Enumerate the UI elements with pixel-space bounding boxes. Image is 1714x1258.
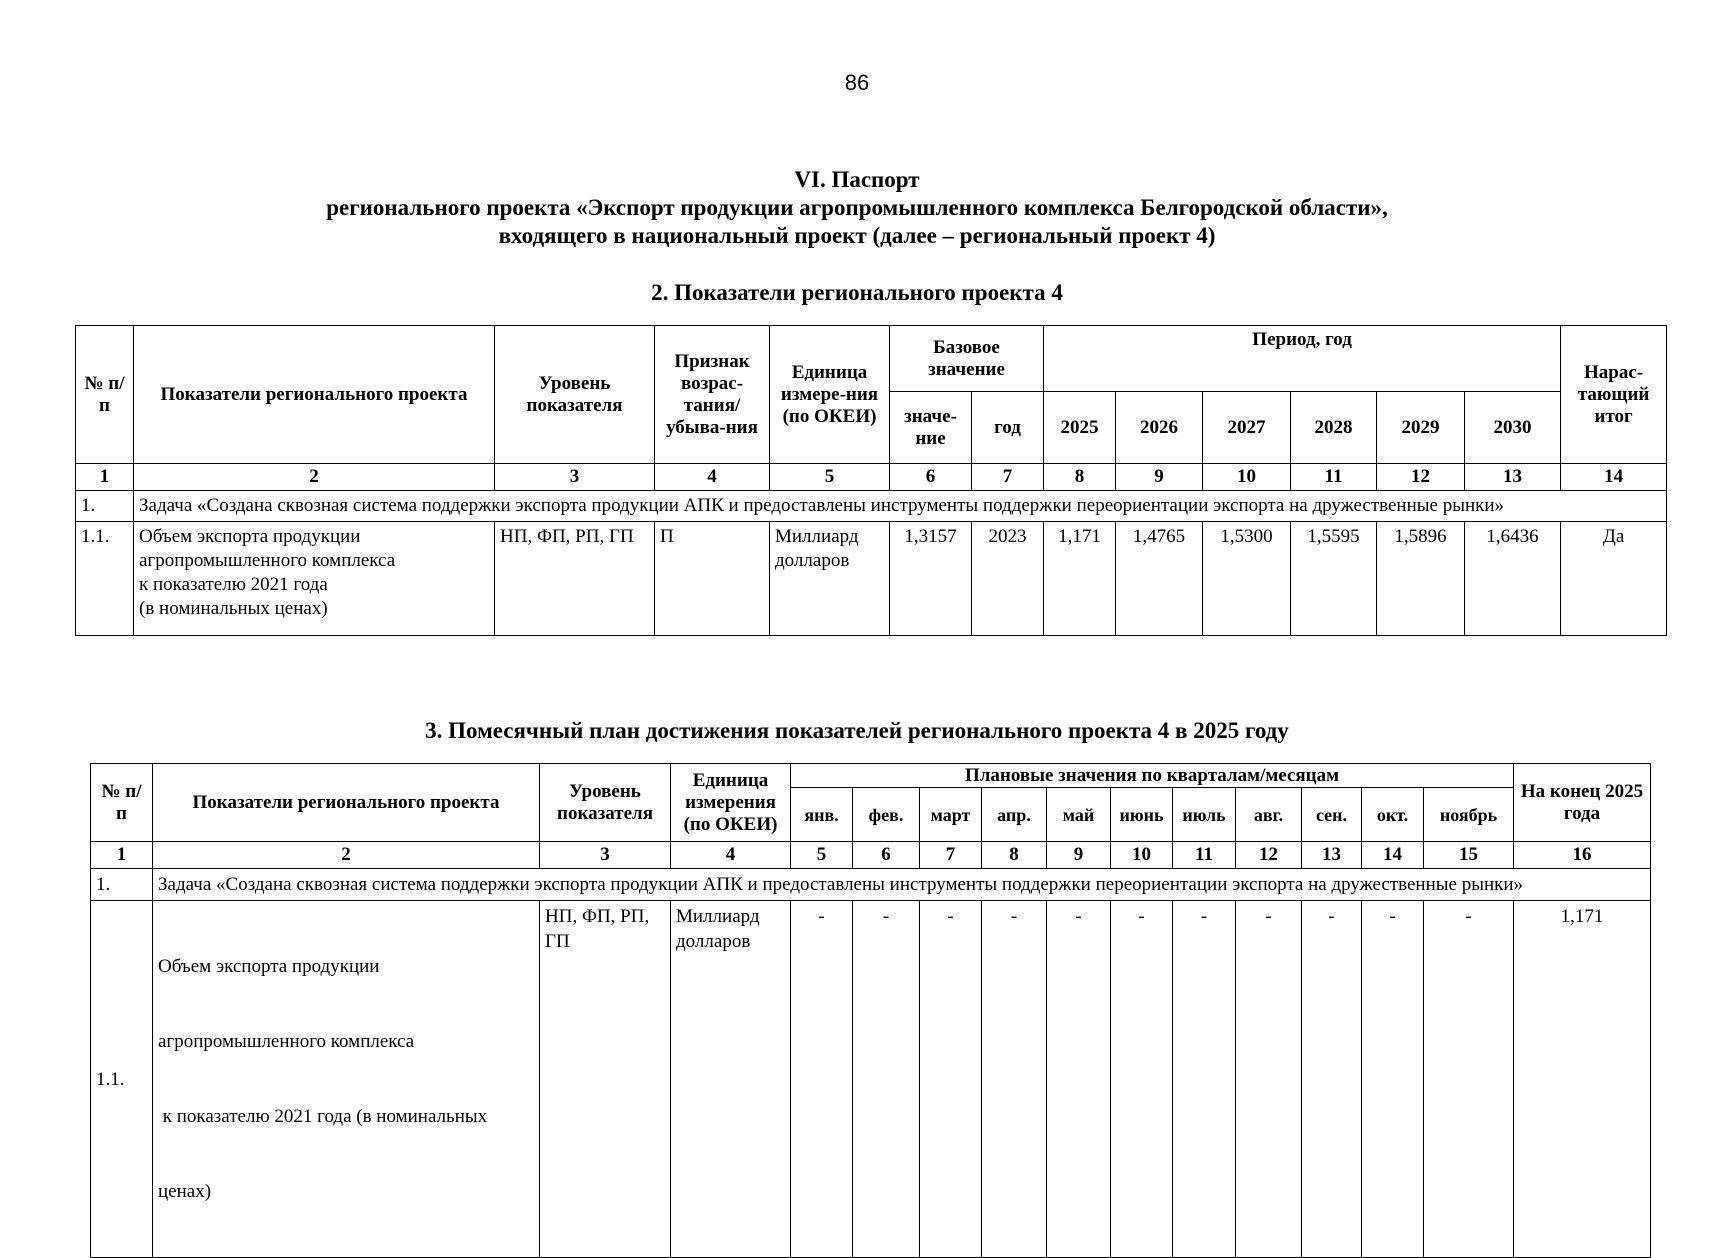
task-num: 1. (91, 869, 153, 901)
column-number: 14 (1561, 464, 1667, 491)
header-month: июнь (1111, 788, 1173, 842)
monthly-plan-table (90, 763, 1651, 1258)
header-indicator: Показатели регионального проекта (153, 764, 540, 842)
indicator-row (91, 901, 1651, 1258)
row-month-value: - (791, 901, 853, 1258)
header-unit: Единица измере-ния (по ОКЕИ) (770, 326, 890, 464)
column-number: 1 (91, 842, 153, 869)
indicator-line: к показателю 2021 года (в номинальных (158, 1106, 488, 1127)
header-trend: Признак возрас-тания/ убыва-ния (655, 326, 770, 464)
header-month: фев. (853, 788, 920, 842)
column-number: 14 (1362, 842, 1424, 869)
column-number: 8 (1044, 464, 1116, 491)
row-month-value: - (920, 901, 982, 1258)
column-number: 11 (1291, 464, 1377, 491)
section-3-heading: 3. Помесячный план достижения показателей регионального проекта 4 в 2025 году (425, 718, 1289, 743)
row-month-value: - (1047, 901, 1111, 1258)
row-num: 1.1. (76, 522, 134, 636)
column-number-row (91, 842, 1651, 869)
header-cumulative: Нарас-тающий итог (1561, 326, 1667, 464)
row-value-2029: 1,5896 (1377, 522, 1465, 636)
header-month: июль (1173, 788, 1236, 842)
indicators-table (75, 325, 1667, 636)
column-number: 8 (982, 842, 1047, 869)
header-unit: Единица измерения (по ОКЕИ) (671, 764, 791, 842)
task-text: Задача «Создана сквозная система поддержки экспорта продукции АПК и предоставлены инструменты поддержки переориентации экспорта на дружественные рынки» (153, 869, 1651, 901)
column-number: 4 (655, 464, 770, 491)
title-line-1: VI. Паспорт (794, 167, 920, 192)
row-month-value: - (1111, 901, 1173, 1258)
column-number: 9 (1047, 842, 1111, 869)
page-number: 86 (844, 70, 870, 95)
header-num: № п/п (76, 326, 134, 464)
header-row-1 (76, 326, 1667, 392)
column-number: 2 (153, 842, 540, 869)
row-base-year: 2023 (972, 522, 1044, 636)
column-number: 5 (791, 842, 853, 869)
column-number: 7 (920, 842, 982, 869)
header-year: 2028 (1291, 392, 1377, 464)
indicator-line: агропромышленного комплекса (158, 1031, 415, 1052)
row-base-value: 1,3157 (890, 522, 972, 636)
header-month: ноябрь (1424, 788, 1514, 842)
column-number: 16 (1514, 842, 1651, 869)
indicator-line: агропромышленного комплекса (139, 550, 396, 571)
row-unit: Миллиард долларов (671, 901, 791, 1258)
header-base-year: год (972, 392, 1044, 464)
header-num: № п/п (91, 764, 153, 842)
header-base: Базовое значение (890, 326, 1044, 392)
row-month-value: - (1173, 901, 1236, 1258)
header-level: Уровень показателя (495, 326, 655, 464)
indicator-row (76, 522, 1667, 636)
indicator-line: Объем экспорта продукции (158, 956, 380, 977)
indicator-line: ценах) (158, 1181, 212, 1202)
row-value-2025: 1,171 (1044, 522, 1116, 636)
column-number: 10 (1111, 842, 1173, 869)
header-month: апр. (982, 788, 1047, 842)
column-number: 1 (76, 464, 134, 491)
column-number: 15 (1424, 842, 1514, 869)
row-month-value: - (982, 901, 1047, 1258)
header-month: окт. (1362, 788, 1424, 842)
header-month: сен. (1302, 788, 1362, 842)
section-2-heading: 2. Показатели регионального проекта 4 (651, 280, 1063, 305)
title-line-2: регионального проекта «Экспорт продукции агропромышленного комплекса Белгородской области», (326, 195, 1388, 220)
row-trend: П (655, 522, 770, 636)
column-number: 12 (1236, 842, 1302, 869)
row-cumulative: Да (1561, 522, 1667, 636)
row-level: НП, ФП, РП, ГП (540, 901, 671, 1258)
task-row (76, 491, 1667, 522)
row-indicator (134, 522, 495, 636)
row-month-value: - (1362, 901, 1424, 1258)
column-number-row (76, 464, 1667, 491)
row-value-2026: 1,4765 (1116, 522, 1203, 636)
row-value-2027: 1,5300 (1203, 522, 1291, 636)
task-text: Задача «Создана сквозная система поддержки экспорта продукции АПК и предоставлены инструменты поддержки переориентации экспорта на дружественные рынки» (134, 491, 1667, 522)
header-period: Период, год (1044, 326, 1561, 392)
column-number: 3 (495, 464, 655, 491)
header-base-value: значе-ние (890, 392, 972, 464)
column-number: 2 (134, 464, 495, 491)
title-line-3: входящего в национальный проект (далее – региональный проект 4) (498, 223, 1216, 248)
column-number: 12 (1377, 464, 1465, 491)
header-month: май (1047, 788, 1111, 842)
row-num: 1.1. (91, 901, 153, 1258)
column-number: 10 (1203, 464, 1291, 491)
row-month-value: - (1302, 901, 1362, 1258)
row-month-value: - (853, 901, 920, 1258)
row-month-value: - (1424, 901, 1514, 1258)
column-number: 9 (1116, 464, 1203, 491)
column-number: 13 (1465, 464, 1561, 491)
header-year: 2027 (1203, 392, 1291, 464)
column-number: 5 (770, 464, 890, 491)
header-month: авг. (1236, 788, 1302, 842)
column-number: 7 (972, 464, 1044, 491)
column-number: 11 (1173, 842, 1236, 869)
row-value-2028: 1,5595 (1291, 522, 1377, 636)
header-planned: Плановые значения по кварталам/месяцам (791, 764, 1514, 788)
row-level: НП, ФП, РП, ГП (495, 522, 655, 636)
header-indicator: Показатели регионального проекта (134, 326, 495, 464)
row-unit: Миллиард долларов (770, 522, 890, 636)
header-row-1 (91, 764, 1651, 788)
document-title (0, 166, 1714, 250)
row-end-value: 1,171 (1514, 901, 1651, 1258)
header-level: Уровень показателя (540, 764, 671, 842)
indicator-line: Объем экспорта продукции (139, 526, 361, 547)
header-year: 2029 (1377, 392, 1465, 464)
header-end: На конец 2025 года (1514, 764, 1651, 842)
column-number: 4 (671, 842, 791, 869)
task-num: 1. (76, 491, 134, 522)
column-number: 13 (1302, 842, 1362, 869)
header-year: 2030 (1465, 392, 1561, 464)
column-number: 6 (890, 464, 972, 491)
header-year: 2025 (1044, 392, 1116, 464)
header-month: март (920, 788, 982, 842)
column-number: 3 (540, 842, 671, 869)
indicator-line: (в номинальных ценах) (139, 598, 328, 619)
task-row (91, 869, 1651, 901)
header-year: 2026 (1116, 392, 1203, 464)
row-value-2030: 1,6436 (1465, 522, 1561, 636)
header-month: янв. (791, 788, 853, 842)
column-number: 6 (853, 842, 920, 869)
row-indicator (153, 901, 540, 1258)
row-month-value: - (1236, 901, 1302, 1258)
indicator-line: к показателю 2021 года (139, 574, 328, 595)
